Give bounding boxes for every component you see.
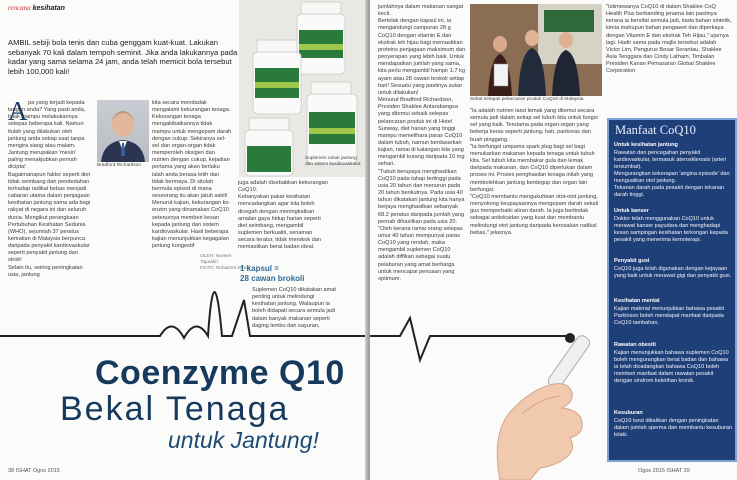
right-page <box>370 0 737 480</box>
lead-paragraph: AMBIL sebiji bola tenis dan cuba genggam kuat-kuat. Lakukan sebanyak 70 kali dalam tempoh seminit. Jika anda lakukannya pada kadar yang sama selama 24 jam, anda telah memicit bola tersebut lebih 100,000 kali! <box>8 38 238 77</box>
sidebar-section-title: Rawatan obesiti <box>614 342 656 348</box>
section-label-prefix: rencana <box>8 4 31 12</box>
page-folio-left: 38 ISHAT Ogos 2015 <box>8 468 60 474</box>
product-caption: Suplemen untuk jantung dan sistem kardiovaskular. <box>305 156 362 168</box>
pull-quote-line-1: 1 kapsul = <box>240 264 279 273</box>
sidebar-section-title: Untuk kesihatan jantung <box>614 142 678 148</box>
section-label-main: kesihatan <box>32 5 65 12</box>
byline: OLEH: Noreen Tajuddin FOTO: Rohaizmi Ismail <box>200 254 250 272</box>
event-photo-caption: Sebat selepas pelancaran produk CoQ10 di Malaysia. <box>470 97 585 102</box>
portrait-caption: Bradford Richardson <box>97 163 141 168</box>
headline-line-1: Coenzyme Q10 <box>95 354 345 392</box>
sidebar-section-title: Kesihatan mental <box>614 298 660 304</box>
pull-quote-line-2: 28 cawan brokoli <box>240 274 305 283</box>
headline-line-2: Bekal Tenaga <box>60 390 290 428</box>
article-column-3: juga adalah disebabkan kekurangan CoQ10. Kebanyakan pakar kesihatan mencadangkan agar kita boleh dicegah dengan meningkatkan amalan gaya hidup harian seperti diet seimbang, mengambil suplemen berkualiti, senaman secara teratur, tidak merokok dan memastikan berat badan ideal. <box>238 180 328 251</box>
sidebar-section-text: CoQ10 juga telah digunakan dengan kejayaan yang baik untuk merawat gigi dan penyakit gusi. <box>614 265 732 279</box>
sidebar-section-title: Penyakit gusi <box>614 258 650 264</box>
sidebar-section-title: Untuk kanser <box>614 208 649 214</box>
sidebar-heading: Manfaat CoQ10 <box>615 123 696 137</box>
sidebar-section-text: Kajian makmal menunjukkan bahawa pesakit Parkinson boleh mendapat manfaat daripada CoQ10 tambahan. <box>614 305 725 326</box>
article-column-5: "Ia adalah nutrien larut lemak yang ditemui secara semula jadi dalam setiap sel tubuh kita untuk fungsi sel yang baik. Terutama pada organ-organ yang bekerja keras seperti jantung, hati, pankreas dan buah pinggang. "Ia berfungsi umpama spark plug bagi sel bagi menukarkan makanan kepada tenaga untuk tubuh kita. Sel tubuh kita membakar gula dan lemak daripada makanan, dan CoQ10 diperlukan dalam proses ini. Proses penghasilan tenaga inilah yang membolehkan jantung berdegup dan organ lain berfungsi. "CoQ10 membantu mengukuhkan otot-otot jantung, menyokong keupayaannya mengepam darah sekali gus memperbaiki aliran darah. Ia juga bertindak sebagai antioksidan yang kuat dan membantu melindungi otot jantung daripada kerosakan radikal bebas," jelasnya. <box>470 108 599 236</box>
article-column-2: kita secara mendadak mengalami kekurangan tenaga. Kekurangan tenaga mengakibatkannya tidak mampu untuk mengepam darah dengan cukup. Sekiranya sel-sel dan organ-organ tidak memperoleh oksigen dan nutrien dengan cukup, kejadian pertama yang akan berlaku ialah anda berasa letih dan tidak bermaya. Di situlah bermula episod di mana seseorang itu akan jatuh sakit! Menurut kajian, kekurangan ko-enzim yang dinamakan CoQ10 seterusnya memberi kesan kepada jantung dan sistem kardiovaskular. Hasil beberapa kajian menunjukkan kegagalan jantung kongestif <box>152 100 232 250</box>
drop-cap: A <box>8 96 28 126</box>
sidebar-section-text: Kajian menunjukkan bahawa suplemen CoQ10 boleh mengurangkan berat badan dan bahawa ia telah dicadangkan bahawa CoQ10 boleh memberi manfaat dalam rawatan pesakit dengan sindrom keletihan kronik. <box>614 349 729 384</box>
hand-marker-icon <box>470 318 610 480</box>
top-right-paragraph: "Istimewanya CoQ10 di dalam Shaklee CoQ Health Plus berbanding jenama lain pastinya kerana ia bersifat semula jadi, tiada bahan sintetik, kimia mahupun bahan pengawet dan diperkaya dengan Vitamin E dan ekstrak Teh Hijau," ujarnya lagi. Hadir sama pada majlis tersebut adalah Victor Lim, Pengurus Besar Serantau, Shaklee Asia Tenggara dan Cindy Latham, Timbalan Presiden Kanan Pemasaran Global Shaklee Corporation <box>606 4 732 75</box>
article-column-4: jumlahnya dalam makanan sangat kecil. Bertolak dengan kapsul ini, ia mengandungi campuran 28 g CoQ10 dengan vitamin E dan ekstrak teh hijau bagi memastikan proteins penjagaan maksimum dan penyerapan yang lebih baik. Untuk mendapatkan jumlah yang sama, kita perlu mengambil hampir 1.7 kg ayam atau 28 cawan brokoli setiap hari! Sesuatu yang pastinya sukar untuk dilakukan! Menurut Bradford Richardson, Presiden Shaklee Antarabangsa yang ditemui sebaik selepas pelancaran produk ini di Hotel Sunway, diet harian yang tinggi mampu memelihara paras CoQ10 dalam tubuh, namun berdasarkan kajian, ramai di kalangan kita yang mengambil kurang daripada 10 mg sehari. "Tubuh berupaya menghasilkan CoQ10 pada tahap tertinggi pada usia 20 tahun dan menurun pada 20 tahun berikutnya. Pada usia 40 tahun dikatakan jantung kita hanya berjaya menghasilkan sebanyak 68.2 peratus daripada jumlah yang pernah dihasilkan pada usia 20. "Oleh kerana ramai orang selepas umur 40 tahun mempunyai paras CoQ10 yang rendah, maka mengambil suplemen CoQ10 adalah diffikan sebagai suatu pelaburan yang amat berharga untuk mencapai penuaan yang optimum. <box>378 4 466 282</box>
sidebar-section-text: Rawatan dan pencegahan penyakit kardiovaskular, termasuk aterosklerosis (arteri tersumbat). Mengurangkan kekerapan 'angina episode' dan menguatkan otot jantung. Tekanan darah pada pesakit dengan tekanan darah tinggi. <box>614 149 730 198</box>
sidebar-section-text: CoQ10 turut dikaitkan dengan peningkatan dalam jumlah sperma dan membantu kesuburan lelaki. <box>614 417 733 438</box>
page-folio-right: Ogos 2015 ISHAT 39 <box>638 468 690 474</box>
headline-line-3: untuk Jantung! <box>168 427 319 453</box>
article-column-3b: Suplemen CoQ10 dikatakan amat penting untuk melindungi kesihatan jantung. Walaupun ia boleh didapati secara semula jadi dalam banyak makanan seperti daging lembu dan sayuran, <box>252 287 336 329</box>
left-page <box>0 0 367 480</box>
sidebar-section-text: Doktor telah menggunakan CoQ10 untuk merawat kanser payudara dan menghadapi kesan sampingan kesihatan terkongan kepada pesakit yang menerima kemoterapi. <box>614 215 728 243</box>
sidebar-section-title: Kesuburan <box>614 410 643 416</box>
article-column-1: pa yang terjadi kepada tangan anda? Yang pasti anda, tidak mampu melakukannya selepas beberapa kali. Namun itulah yang dilakukan oleh jantung anda setiap saat tanpa mengira siang atau malam. Jantung merupakan 'mesin' paling menakjubkan pernah dicipta! Bagaimanapun faktor seperti diet tidak seimbang dan pendedahan terhadap radikal bebas menjadi cabaran utama dalam penjagaan kesihatan jantung sama ada bagi rakyat di negara ini dan seluruh dunia. Mengikut perangkaan Pertubuhan Kesihatan Sedunia (WHO), sejumlah 37 peratus kematian di Malaysia berpunca daripada penyakit kardiovaskular seperti penyakit jantung dan strok! Selain itu, seiring peningkatan usia, jantung <box>8 100 91 278</box>
